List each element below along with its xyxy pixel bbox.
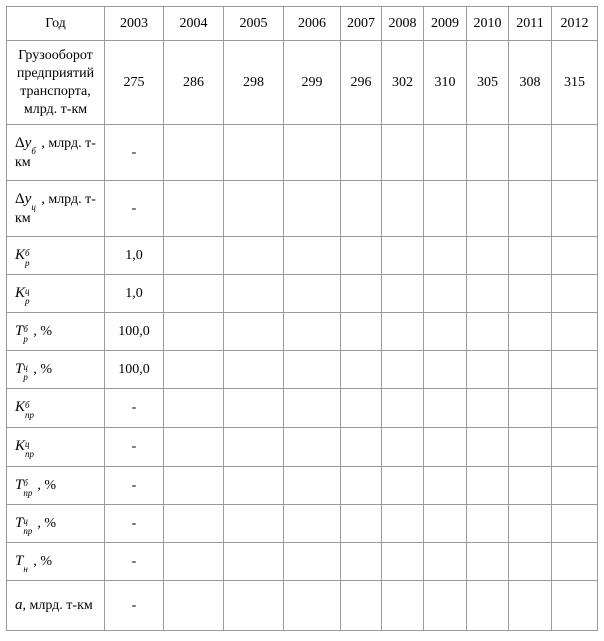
indicator-2003-value: -	[105, 581, 164, 631]
indicator-subscript: ц	[31, 201, 36, 212]
empty-cell	[341, 581, 382, 631]
indicator-label	[7, 237, 105, 275]
empty-cell	[284, 581, 341, 631]
empty-cell	[382, 181, 424, 237]
freight-value: 315	[552, 41, 598, 125]
indicator-superscript: б	[25, 400, 30, 410]
indicator-unit: , %	[37, 477, 57, 493]
empty-cell	[424, 181, 467, 237]
empty-cell	[424, 125, 467, 181]
empty-cell	[164, 543, 224, 581]
empty-cell	[467, 275, 509, 313]
indicator-subscript: р	[23, 333, 28, 344]
indicator-symbol: K	[15, 399, 26, 416]
empty-cell	[341, 237, 382, 275]
empty-cell	[382, 313, 424, 351]
freight-value: 296	[341, 41, 382, 125]
empty-cell	[552, 581, 598, 631]
indicator-label	[7, 467, 105, 505]
header-label: Год	[7, 7, 105, 41]
indicator-row	[7, 428, 598, 467]
empty-cell	[224, 313, 284, 351]
empty-cell	[382, 581, 424, 631]
indicator-label	[7, 181, 105, 237]
indicator-subscript: р	[25, 257, 30, 268]
empty-cell	[467, 313, 509, 351]
indicator-row	[7, 581, 598, 631]
indicator-row	[7, 313, 598, 351]
empty-cell	[552, 543, 598, 581]
indicator-unit: , млрд. т-км	[22, 598, 93, 613]
indicator-label	[7, 505, 105, 543]
freight-label: Грузооборот предприятий транспорта, млрд. т-км	[7, 41, 105, 125]
year-header: 2007	[341, 7, 382, 41]
indicator-label	[7, 275, 105, 313]
empty-cell	[509, 581, 552, 631]
empty-cell	[284, 543, 341, 581]
freight-value: 286	[164, 41, 224, 125]
empty-cell	[552, 505, 598, 543]
freight-value: 299	[284, 41, 341, 125]
empty-cell	[164, 313, 224, 351]
indicator-2003-value: -	[105, 125, 164, 181]
indicator-superscript: ц	[23, 515, 28, 526]
empty-cell	[284, 505, 341, 543]
indicator-2003-value: -	[105, 428, 164, 467]
indicator-subscript: р	[23, 371, 28, 382]
indicator-symbol: T	[15, 322, 24, 339]
indicator-symbol: K	[15, 438, 26, 455]
empty-cell	[424, 389, 467, 428]
empty-cell	[224, 389, 284, 428]
empty-cell	[224, 581, 284, 631]
empty-cell	[552, 181, 598, 237]
empty-cell	[341, 275, 382, 313]
empty-cell	[164, 581, 224, 631]
indicator-row	[7, 389, 598, 428]
empty-cell	[467, 543, 509, 581]
indicator-superscript: ц	[23, 361, 28, 372]
indicator-subscript: р	[25, 295, 30, 306]
empty-cell	[552, 313, 598, 351]
empty-cell	[224, 351, 284, 389]
empty-cell	[341, 543, 382, 581]
empty-cell	[424, 505, 467, 543]
indicator-subscript: пр	[23, 525, 33, 536]
indicator-symbol: T	[15, 476, 24, 493]
empty-cell	[509, 351, 552, 389]
indicator-2003-value: -	[105, 181, 164, 237]
freight-value: 275	[105, 41, 164, 125]
indicator-2003-value: 100,0	[105, 351, 164, 389]
empty-cell	[341, 505, 382, 543]
indicator-index	[25, 437, 39, 457]
indicator-label	[7, 428, 105, 467]
indicator-unit: , %	[33, 323, 53, 339]
empty-cell	[467, 125, 509, 181]
indicator-row	[7, 543, 598, 581]
indicator-rows	[7, 125, 598, 631]
empty-cell	[164, 389, 224, 428]
year-header: 2010	[467, 7, 509, 41]
empty-cell	[341, 428, 382, 467]
indicator-superscript: б	[25, 247, 30, 258]
empty-cell	[467, 389, 509, 428]
empty-cell	[509, 389, 552, 428]
empty-cell	[341, 125, 382, 181]
indicator-row	[7, 505, 598, 543]
indicator-symbol: y	[24, 134, 32, 151]
empty-cell	[284, 313, 341, 351]
indicator-label	[7, 581, 105, 631]
empty-cell	[552, 275, 598, 313]
empty-cell	[341, 313, 382, 351]
empty-cell	[382, 351, 424, 389]
year-header: 2012	[552, 7, 598, 41]
empty-cell	[467, 467, 509, 505]
empty-cell	[164, 351, 224, 389]
empty-cell	[424, 351, 467, 389]
indicator-label	[7, 125, 105, 181]
empty-cell	[424, 313, 467, 351]
empty-cell	[284, 125, 341, 181]
indicator-label	[7, 389, 105, 428]
indicator-subscript: н	[23, 563, 28, 574]
empty-cell	[341, 389, 382, 428]
empty-cell	[382, 467, 424, 505]
empty-cell	[467, 581, 509, 631]
empty-cell	[509, 237, 552, 275]
indicator-label	[7, 543, 105, 581]
indicator-2003-value: -	[105, 505, 164, 543]
empty-cell	[284, 428, 341, 467]
empty-cell	[224, 467, 284, 505]
empty-cell	[284, 237, 341, 275]
indicator-prefix: Δ	[15, 190, 25, 207]
empty-cell	[509, 181, 552, 237]
empty-cell	[164, 125, 224, 181]
empty-cell	[382, 125, 424, 181]
indicator-label	[7, 351, 105, 389]
empty-cell	[382, 543, 424, 581]
indicator-unit: , млрд. т-км	[15, 191, 96, 226]
empty-cell	[509, 275, 552, 313]
empty-cell	[552, 428, 598, 467]
indicator-symbol: T	[15, 360, 24, 377]
freight-value: 305	[467, 41, 509, 125]
empty-cell	[424, 428, 467, 467]
empty-cell	[164, 505, 224, 543]
indicator-index	[31, 134, 41, 154]
empty-cell	[552, 237, 598, 275]
empty-cell	[424, 467, 467, 505]
empty-cell	[467, 237, 509, 275]
empty-cell	[224, 428, 284, 467]
indicator-superscript: ц	[25, 285, 30, 296]
empty-cell	[509, 313, 552, 351]
indicator-2003-value: 100,0	[105, 313, 164, 351]
empty-cell	[467, 181, 509, 237]
indicator-prefix: Δ	[15, 134, 25, 151]
empty-cell	[341, 181, 382, 237]
indicator-symbol: T	[15, 552, 24, 569]
empty-cell	[224, 505, 284, 543]
empty-cell	[509, 467, 552, 505]
empty-cell	[164, 275, 224, 313]
indicator-index	[23, 514, 37, 534]
year-header: 2009	[424, 7, 467, 41]
indicator-index	[23, 476, 37, 496]
empty-cell	[424, 237, 467, 275]
indicator-index	[25, 246, 35, 266]
year-header: 2005	[224, 7, 284, 41]
indicator-2003-value: -	[105, 543, 164, 581]
indicator-subscript: пр	[23, 487, 33, 498]
empty-cell	[341, 467, 382, 505]
empty-cell	[467, 505, 509, 543]
indicator-2003-value: -	[105, 467, 164, 505]
indicator-index	[23, 360, 33, 380]
indicator-subscript: пр	[25, 410, 35, 420]
year-header: 2008	[382, 7, 424, 41]
empty-cell	[284, 181, 341, 237]
year-header: 2011	[509, 7, 552, 41]
empty-cell	[164, 467, 224, 505]
freight-value: 310	[424, 41, 467, 125]
indicators-table	[6, 6, 598, 631]
indicator-subscript: б	[31, 145, 36, 156]
indicator-row	[7, 237, 598, 275]
empty-cell	[284, 275, 341, 313]
indicator-row	[7, 181, 598, 237]
empty-cell	[382, 275, 424, 313]
freight-value: 302	[382, 41, 424, 125]
freight-row	[7, 41, 598, 125]
empty-cell	[164, 428, 224, 467]
empty-cell	[424, 581, 467, 631]
empty-cell	[552, 125, 598, 181]
empty-cell	[509, 125, 552, 181]
freight-value: 298	[224, 41, 284, 125]
empty-cell	[424, 275, 467, 313]
empty-cell	[552, 351, 598, 389]
empty-cell	[467, 428, 509, 467]
indicator-2003-value: 1,0	[105, 275, 164, 313]
indicator-index	[23, 552, 33, 572]
indicator-superscript: б	[23, 477, 28, 488]
indicator-superscript: б	[23, 323, 28, 334]
indicator-row	[7, 275, 598, 313]
empty-cell	[509, 543, 552, 581]
empty-cell	[467, 351, 509, 389]
indicator-index	[25, 284, 35, 304]
indicator-symbol: K	[15, 284, 26, 301]
empty-cell	[382, 428, 424, 467]
empty-cell	[284, 467, 341, 505]
indicator-row	[7, 467, 598, 505]
indicator-unit: , %	[33, 553, 53, 569]
indicator-symbol: K	[15, 246, 26, 263]
indicator-index	[31, 190, 41, 210]
indicator-subscript: пр	[25, 449, 35, 459]
indicator-unit: , %	[37, 515, 57, 531]
empty-cell	[552, 389, 598, 428]
indicator-2003-value: -	[105, 389, 164, 428]
empty-cell	[284, 351, 341, 389]
indicator-row	[7, 125, 598, 181]
indicator-index	[25, 398, 39, 418]
empty-cell	[224, 543, 284, 581]
empty-cell	[424, 543, 467, 581]
year-header: 2004	[164, 7, 224, 41]
year-header: 2003	[105, 7, 164, 41]
freight-value: 308	[509, 41, 552, 125]
indicator-symbol: a	[15, 597, 23, 613]
empty-cell	[382, 389, 424, 428]
indicator-2003-value: 1,0	[105, 237, 164, 275]
empty-cell	[509, 428, 552, 467]
empty-cell	[284, 389, 341, 428]
indicator-superscript: ц	[25, 439, 30, 449]
indicator-symbol: T	[15, 514, 24, 531]
empty-cell	[224, 125, 284, 181]
empty-cell	[552, 467, 598, 505]
header-row	[7, 7, 598, 41]
empty-cell	[509, 505, 552, 543]
indicator-row	[7, 351, 598, 389]
empty-cell	[164, 181, 224, 237]
empty-cell	[224, 275, 284, 313]
indicator-index	[23, 322, 33, 342]
empty-cell	[382, 505, 424, 543]
year-header: 2006	[284, 7, 341, 41]
empty-cell	[164, 237, 224, 275]
indicator-label	[7, 313, 105, 351]
indicator-unit: , млрд. т-км	[15, 135, 96, 170]
empty-cell	[224, 181, 284, 237]
indicator-unit: , %	[33, 361, 53, 377]
empty-cell	[341, 351, 382, 389]
indicator-symbol: y	[24, 190, 32, 207]
empty-cell	[382, 237, 424, 275]
empty-cell	[224, 237, 284, 275]
